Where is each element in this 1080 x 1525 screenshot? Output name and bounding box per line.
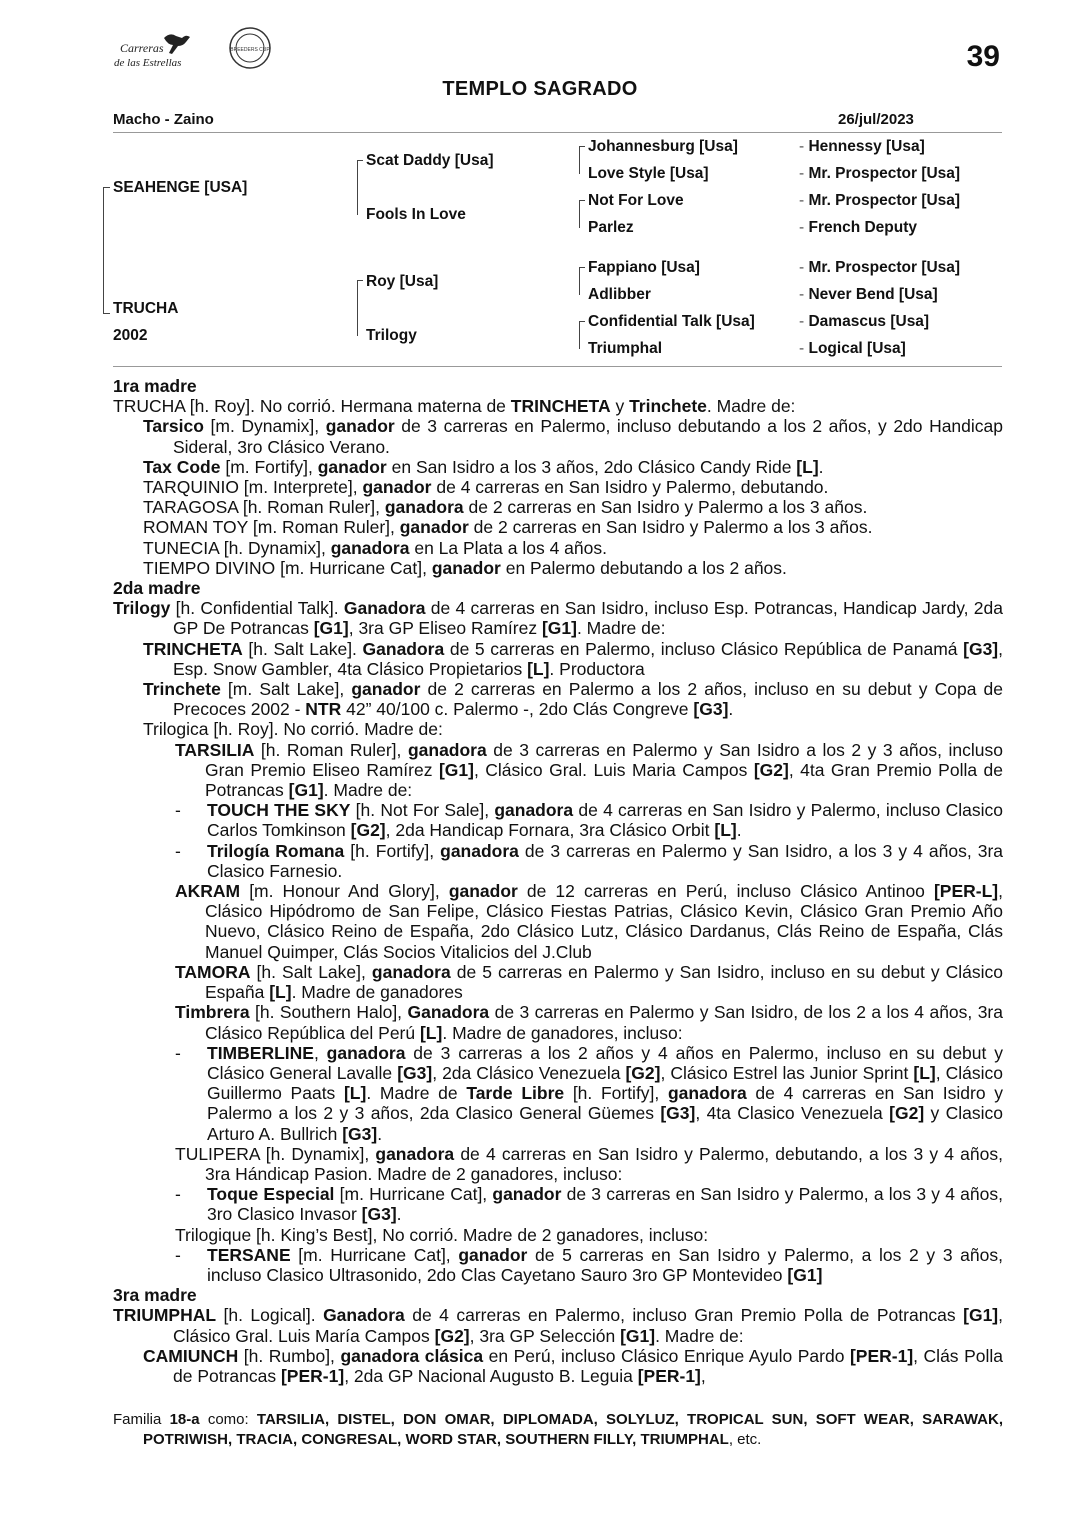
logo-text-1: Carreras: [120, 41, 164, 55]
bold-run: TARSILIA: [175, 739, 255, 760]
text-run: . Madre de ganadores: [291, 982, 463, 1003]
bold-run: ganadora: [326, 1042, 406, 1063]
bold-run: 3ra madre: [113, 1285, 197, 1306]
text-run: [h. Roman Ruler],: [254, 739, 408, 760]
record-paragraph: [113, 740, 1003, 801]
text-run: de 4 carreras en San Isidro y Palermo, debutando.: [431, 477, 829, 498]
bold-run: [L]: [343, 1083, 367, 1104]
text-run: de 3 carreras en San Isidro y Palermo, a los 3 y 4 años, 3ro Clasico Invasor: [207, 1184, 1003, 1225]
bold-run: [G2]: [889, 1103, 925, 1124]
pedigree-rule: [113, 366, 1002, 367]
text-run: en San Isidro a los 3 años, 2do Clásico Candy Ride: [386, 456, 797, 477]
bold-run: AKRAM: [175, 881, 241, 902]
record-paragraph: [113, 1346, 1003, 1386]
bold-run: TAMORA: [175, 961, 251, 982]
bold-run: [G3]: [397, 1062, 433, 1083]
family-prefix: Familia: [113, 1411, 170, 1428]
bold-run: [G2]: [625, 1062, 661, 1083]
header-rule: [113, 132, 1002, 133]
text-run: en Palermo debutando a los 2 años.: [500, 557, 787, 578]
bold-run: Ganadora: [343, 598, 426, 619]
text-run: TRUCHA [h. Roy]. No corrió. Hermana materna de: [113, 396, 511, 417]
bold-run: ganadora clásica: [340, 1345, 484, 1366]
bold-run: ganadora: [440, 840, 519, 861]
text-run: de 3 carreras en Palermo y San Isidro, a los 3 y 4 años, 3ra Clasico Farnesio.: [207, 840, 1004, 881]
bold-run: [L]: [913, 1062, 936, 1083]
text-run: y: [610, 396, 630, 417]
record-paragraph: [113, 1144, 1003, 1184]
bold-run: Ganadora: [362, 638, 445, 659]
bold-run: [PER-L]: [933, 881, 999, 902]
bold-run: [G3]: [361, 1204, 397, 1225]
report-date: 26/jul/2023: [838, 111, 914, 128]
text-run: [h. Salt Lake],: [250, 961, 372, 982]
section-heading: [113, 1285, 1003, 1305]
bold-run: Trinchete: [143, 679, 221, 700]
sire-dam: Fools In Love: [366, 206, 466, 223]
text-run: [h. Salt Lake].: [242, 638, 363, 659]
text-run: . Madre de:: [323, 780, 413, 801]
text-run: TIEMPO DIVINO [m. Hurricane Cat],: [143, 557, 432, 578]
record-paragraph: [113, 416, 1003, 456]
text-run: de 2 carreras en Palermo a los 2 años, incluso en su debut y Copa de Precoces 2002 -: [173, 679, 1003, 720]
logo-text-2: de las Estrellas: [114, 57, 182, 69]
text-run: , 4ta Gran Premio Polla de Potrancas: [205, 759, 1004, 801]
text-run: de 3 carreras en Palermo, incluso debutando a los 2 años, y 2do Handicap Sideral, 3ro Clásico Verano.: [173, 416, 1004, 457]
bold-run: ganador: [458, 1244, 528, 1265]
bold-run: 1ra madre: [113, 376, 197, 396]
text-run: , Clásico Gral. Luis Maria Campos: [473, 759, 754, 780]
bracket-gen3-3: [579, 267, 585, 295]
gen3-2: Love Style [Usa]: [588, 165, 709, 182]
text-run: y Clasico Arturo A. Bullrich: [207, 1103, 1004, 1144]
text-run: [m. Salt Lake],: [220, 679, 352, 700]
list-dash: -: [175, 840, 181, 861]
gen3-1: Johannesburg [Usa]: [588, 138, 738, 155]
family-middle: como:: [199, 1411, 257, 1428]
text-run: , Clásico Estrel las Junior Sprint: [660, 1062, 914, 1083]
bold-run: Ganadora: [323, 1305, 405, 1326]
text-run: de 4 carreras en San Isidro y Palermo, incluso Clasico Carlos Tomkinson: [207, 800, 1004, 841]
text-run: , 4ta Clasico Venezuela: [695, 1103, 890, 1124]
record-paragraph: [113, 881, 1003, 962]
sire: SEAHENGE [USA]: [113, 179, 248, 196]
family-suffix: , etc.: [728, 1431, 762, 1448]
gen4-7: - Damascus [Usa]: [799, 313, 930, 330]
gen3-7: Confidential Talk [Usa]: [588, 313, 755, 330]
bold-run: CAMIUNCH: [143, 1345, 239, 1366]
text-run: , 2da Clásico Venezuela: [432, 1062, 626, 1083]
text-run: [m. Hurricane Cat],: [334, 1184, 493, 1205]
text-run: ROMAN TOY [m. Roman Ruler],: [143, 517, 400, 538]
sex-color: Macho - Zaino: [113, 111, 214, 128]
bold-run: [L]: [714, 820, 737, 841]
text-run: , Clásico Hipódromo de San Felipe, Clásico Fiestas Patrias, Clásico Kevin, Clásico Gran Premio Año Nuevo, Clásico Reino de España, 2do Clásico Lutz, Clásico Dardanus, Clás Reino de España, Clás Manuel Quimper, Clás Socios Vitalicios del J.Club: [205, 881, 1004, 962]
text-run: TARQUINIO [m. Interprete],: [143, 477, 363, 498]
list-dash: -: [175, 1184, 181, 1205]
bold-run: ganadora: [371, 961, 451, 982]
gen4-6: - Never Bend [Usa]: [799, 286, 938, 303]
bold-run: ganadora: [384, 497, 464, 518]
text-run: [m. Hurricane Cat],: [290, 1244, 459, 1265]
record-paragraph: [113, 639, 1003, 679]
family-line: [113, 1410, 1003, 1450]
bold-run: TRINCHETA: [143, 638, 243, 659]
bold-run: [L]: [419, 1022, 443, 1043]
text-run: ,: [313, 1042, 327, 1063]
text-run: , Clásico Guillermo Paats: [207, 1062, 1004, 1104]
gen4-5: - Mr. Prospector [Usa]: [799, 259, 961, 276]
text-run: TUNECIA [h. Dynamix],: [143, 537, 331, 558]
bold-run: ganadora: [375, 1143, 455, 1164]
text-run: de 4 carreras en San Isidro, incluso Esp. Potrancas, Handicap Jardy, 2da GP De Potrancas: [173, 598, 1003, 639]
text-run: Trilogica [h. Roy]. No corrió. Madre de:: [143, 719, 443, 740]
text-run: 42” 40/100 c. Palermo -, 2do Clás Congreve: [341, 699, 694, 720]
bold-run: [PER-1]: [849, 1345, 914, 1366]
record-paragraph: [113, 719, 1003, 739]
text-run: de 3 carreras en Palermo y San Isidro, de los 2 a los 4 años, 3ra Clásico República del Perú: [205, 1002, 1003, 1043]
text-run: de 5 carreras en Palermo y San Isidro, incluso en su debut y Clásico España: [205, 961, 1003, 1003]
bracket-gen3-2: [579, 200, 585, 228]
gen3-6: Adlibber: [588, 286, 651, 303]
record-paragraph: [113, 679, 1003, 719]
bracket-gen2-dam: [357, 280, 363, 336]
bold-run: [L]: [527, 658, 550, 679]
bold-run: [G2]: [350, 820, 386, 841]
bold-run: TRINCHETA: [510, 396, 611, 417]
gen3-5: Fappiano [Usa]: [588, 259, 700, 276]
gen4-1: - Hennessy [Usa]: [799, 138, 925, 155]
foaling-year: 2002: [113, 327, 148, 344]
list-dash: -: [175, 800, 181, 821]
text-run: . Productora: [549, 658, 645, 679]
bold-run: TOUCH THE SKY: [207, 800, 351, 821]
record-paragraph: [113, 1305, 1003, 1345]
text-run: . Madre de:: [576, 618, 666, 639]
bold-run: [G1]: [288, 780, 324, 801]
record-paragraph: [113, 477, 1003, 497]
text-run: [h. Fortify],: [564, 1083, 668, 1104]
list-dash: -: [175, 1042, 181, 1063]
family-names: TARSILIA, DISTEL, DON OMAR, DIPLOMADA, SOLYLUZ, TROPICAL SUN, SOFT WEAR, SARAWAK, POTRIWISH, TRACIA, CONGRESAL, WORD STAR, SOUTHERN FILLY, TRIUMPHAL: [143, 1411, 1003, 1448]
bold-run: [G3]: [693, 699, 729, 720]
text-run: de 3 carreras en Palermo y San Isidro a los 2 y 3 años, incluso Gran Premio Eliseo Ramírez: [205, 739, 1003, 780]
bold-run: TERSANE: [207, 1244, 291, 1265]
text-run: de 5 carreras en San Isidro y Palermo, a los 2 y 3 años, incluso Clasico Ultrasonido, 2do Clas Cayetano Sauro 3ro GP Montevideo: [207, 1244, 1003, 1285]
bold-run: Tarsico: [143, 416, 204, 437]
bold-run: 2da madre: [113, 578, 201, 599]
bold-run: TIMBERLINE: [207, 1042, 314, 1063]
bold-run: Toque Especial: [207, 1184, 335, 1205]
logo: [112, 26, 272, 74]
bold-run: TRIUMPHAL: [113, 1305, 217, 1326]
bold-run: ganadora: [494, 800, 574, 821]
text-run: , 2da GP Nacional Augusto B. Leguia: [344, 1365, 638, 1386]
text-run: de 4 carreras en San Isidro y Palermo, debutando, a los 3 y 4 años, 3ra Hándicap Pasion. Madre de 2 ganadores, incluso:: [205, 1143, 1003, 1184]
bold-run: [L]: [269, 982, 292, 1003]
gen3-3: Not For Love: [588, 192, 684, 209]
record-paragraph: [113, 396, 1003, 416]
gen4-3: - Mr. Prospector [Usa]: [799, 192, 961, 209]
bold-run: ganador: [492, 1184, 562, 1205]
text-run: de 2 carreras en San Isidro y Palermo a los 3 años.: [463, 497, 868, 518]
record-paragraph: [113, 1184, 1003, 1224]
text-run: , Clás Polla de Potrancas: [173, 1345, 1003, 1386]
text-run: de 12 carreras en Perú, incluso Clásico Antinoo: [517, 881, 934, 902]
record-paragraph: [113, 457, 1003, 477]
bold-run: Trinchete: [629, 396, 707, 417]
record-paragraph: [113, 558, 1003, 578]
text-run: en Perú, incluso Clásico Enrique Ayulo Pardo: [483, 1345, 850, 1366]
bold-run: Ganadora: [407, 1002, 490, 1023]
bold-run: ganador: [325, 416, 395, 437]
bold-run: [G1]: [787, 1264, 823, 1285]
text-run: . Madre de: [366, 1083, 467, 1104]
text-run: , Clásico Gral. Luis María Campos: [173, 1305, 1003, 1346]
text-run: TULIPERA [h. Dynamix],: [175, 1143, 376, 1164]
text-run: , 3ra GP Selección: [469, 1325, 621, 1346]
text-run: [m. Dynamix],: [203, 416, 326, 437]
text-run: [m. Fortify],: [220, 456, 318, 477]
bold-run: Trilogy: [113, 598, 171, 619]
text-run: , 2da Handicap Fornara, 3ra Clásico Orbit: [385, 820, 715, 841]
record-paragraph: [113, 1043, 1003, 1144]
text-run: de 5 carreras en Palermo, incluso Clásico República de Panamá: [444, 638, 964, 659]
gen4-2: - Mr. Prospector [Usa]: [799, 165, 961, 182]
bold-run: [PER-1]: [637, 1365, 701, 1386]
sire-sire: Scat Daddy [Usa]: [366, 152, 494, 169]
bold-run: [G2]: [434, 1325, 470, 1346]
bold-run: [G1]: [438, 759, 474, 780]
text-run: , 3ra GP Eliseo Ramírez: [348, 618, 542, 639]
bold-run: [G3]: [342, 1123, 378, 1144]
text-run: [h. Southern Halo],: [249, 1002, 408, 1023]
section-heading: [113, 578, 1003, 598]
bold-run: ganador: [362, 477, 432, 498]
dam: TRUCHA: [113, 300, 179, 317]
bold-run: [G1]: [541, 618, 577, 639]
bold-run: [G3]: [660, 1103, 696, 1124]
gen3-4: Parlez: [588, 219, 634, 236]
text-run: ,: [700, 1365, 706, 1386]
record-paragraph: [113, 1002, 1003, 1042]
bold-run: ganador: [317, 456, 387, 477]
gen4-8: - Logical [Usa]: [799, 340, 906, 357]
produce-record: [113, 376, 1003, 1386]
text-run: [h. Confidential Talk].: [170, 598, 344, 619]
text-run: [h. Logical].: [216, 1305, 324, 1326]
bold-run: [G1]: [963, 1305, 999, 1326]
text-run: Trilogique [h. King’s Best], No corrió. Madre de 2 ganadores, incluso:: [175, 1224, 709, 1245]
record-paragraph: [113, 538, 1003, 558]
bold-run: [PER-1]: [280, 1365, 345, 1386]
record-paragraph: [113, 517, 1003, 537]
record-paragraph: [113, 598, 1003, 638]
text-run: .: [818, 456, 824, 477]
record-paragraph: [113, 497, 1003, 517]
gen4-4: - French Deputy: [799, 219, 917, 236]
bold-run: NTR: [305, 699, 342, 720]
badge-text: BREEDERS CUP: [230, 47, 270, 53]
text-run: de 2 carreras en San Isidro y Palermo a los 3 años.: [468, 517, 873, 538]
text-run: [h. Fortify],: [344, 840, 441, 861]
bold-run: [G3]: [963, 638, 999, 659]
bold-run: Timbrera: [175, 1002, 250, 1023]
bold-run: ganador: [399, 517, 469, 538]
text-run: . Madre de:: [655, 1325, 744, 1346]
text-run: de 4 carreras en Palermo, incluso Gran Premio Polla de Potrancas: [404, 1305, 964, 1326]
bold-run: [G1]: [313, 618, 349, 639]
text-run: TARAGOSA [h. Roman Ruler],: [143, 497, 385, 518]
bold-run: [G1]: [620, 1325, 656, 1346]
bold-run: ganadora: [330, 537, 410, 558]
text-run: . Madre de ganadores, incluso:: [442, 1022, 683, 1043]
text-run: [m. Honour And Glory],: [240, 881, 449, 902]
section-heading: [113, 376, 1003, 396]
bold-run: [G2]: [753, 759, 789, 780]
bracket-gen1: [103, 187, 110, 314]
bold-run: Tax Code: [143, 456, 221, 477]
bold-run: ganador: [431, 557, 501, 578]
text-run: de 4 carreras en San Isidro y Palermo a los 2 y 3 años, 2da Clasico General Güemes: [207, 1083, 1003, 1124]
bracket-gen3-1: [579, 146, 585, 174]
dam-sire: Roy [Usa]: [366, 273, 439, 290]
text-run: .: [736, 820, 742, 841]
record-paragraph: [113, 1245, 1003, 1285]
text-run: en La Plata a los 4 años.: [409, 537, 607, 558]
text-run: , Esp. Snow Gambler, 4ta Clásico Propietarios: [173, 638, 1003, 679]
record-paragraph: [113, 1225, 1003, 1245]
record-paragraph: [113, 841, 1003, 881]
bracket-gen2-sire: [357, 160, 363, 215]
gen3-8: Triumphal: [588, 340, 663, 357]
text-run: .: [377, 1123, 383, 1144]
bold-run: [L]: [796, 456, 819, 477]
text-run: [h. Rumbo],: [238, 1345, 341, 1366]
list-dash: -: [175, 1244, 181, 1265]
horse-title: TEMPLO SAGRADO: [442, 78, 638, 100]
bold-run: ganadora: [667, 1083, 747, 1104]
text-run: .: [396, 1204, 402, 1225]
bold-run: Trilogía Romana: [207, 840, 345, 861]
text-run: .: [728, 699, 734, 720]
dam-dam: Trilogy: [366, 327, 417, 344]
family-number: 18-a: [169, 1411, 200, 1428]
page-number: 39: [966, 40, 1000, 73]
text-run: . Madre de:: [706, 396, 796, 417]
bracket-gen3-4: [579, 321, 585, 349]
bold-run: ganador: [351, 679, 421, 700]
bold-run: ganadora: [407, 739, 487, 760]
record-paragraph: [113, 962, 1003, 1002]
text-run: [h. Not For Sale],: [350, 800, 495, 821]
text-run: de 3 carreras a los 2 años y 4 años en Palermo, incluso en su debut y Clásico General Lavalle: [207, 1042, 1003, 1083]
bold-run: ganador: [448, 881, 518, 902]
record-paragraph: [113, 800, 1003, 840]
bold-run: Tarde Libre: [466, 1083, 565, 1104]
